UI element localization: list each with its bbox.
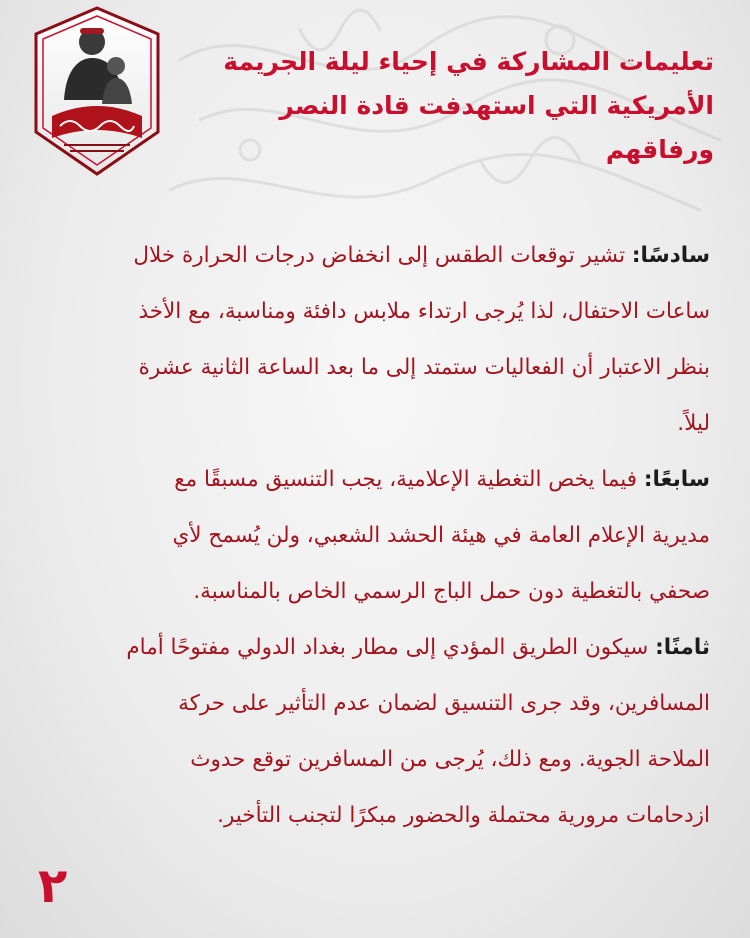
instruction-line: بنظر الاعتبار أن الفعاليات ستمتد إلى ما بعد الساعة الثانية عشرة [138, 355, 710, 380]
page-title [194, 40, 714, 172]
instruction-label: ثامنًا: [655, 635, 710, 660]
instruction-line [38, 620, 710, 676]
instruction-line [38, 452, 710, 508]
instruction-seventh [38, 452, 710, 620]
instruction-line: ساعات الاحتفال، لذا يُرجى ارتداء ملابس دافئة ومناسبة، مع الأخذ [138, 299, 710, 324]
instruction-line: ليلاً. [677, 411, 710, 436]
title-line-1: تعليمات المشاركة في إحياء ليلة الجريمة [223, 47, 714, 76]
instruction-label: سادسًا: [631, 243, 710, 268]
instruction-eighth [38, 620, 710, 844]
logo-badge-graphic [30, 4, 164, 180]
instruction-line: ازدحامات مرورية محتملة والحضور مبكرًا لتجنب التأخير. [217, 803, 710, 828]
instruction-line [38, 228, 710, 284]
instruction-line: مديرية الإعلام العامة في هيئة الحشد الشعبي، ولن يُسمح لأي [172, 523, 710, 548]
instruction-text: سيكون الطريق المؤدي إلى مطار بغداد الدولي مفتوحًا أمام [126, 635, 649, 660]
instruction-text: تشير توقعات الطقس إلى انخفاض درجات الحرارة خلال [133, 243, 626, 268]
instructions-body [38, 228, 710, 844]
title-line-3: ورفاقهم [605, 135, 714, 164]
title-line-2: الأمريكية التي استهدفت قادة النصر [279, 91, 714, 120]
instruction-line: المسافرين، وقد جرى التنسيق لضمان عدم التأثير على حركة [178, 691, 710, 716]
instruction-line: صحفي بالتغطية دون حمل الباج الرسمي الخاص بالمناسبة. [193, 579, 710, 604]
instruction-line: الملاحة الجوية. ومع ذلك، يُرجى من المسافرين توقع حدوث [190, 747, 710, 772]
commemoration-logo [30, 4, 164, 180]
instruction-label: سابعًا: [643, 467, 710, 492]
instruction-text: فيما يخص التغطية الإعلامية، يجب التنسيق مسبقًا مع [174, 467, 638, 492]
instruction-sixth [38, 228, 710, 452]
page-number: ٢ [38, 858, 68, 914]
